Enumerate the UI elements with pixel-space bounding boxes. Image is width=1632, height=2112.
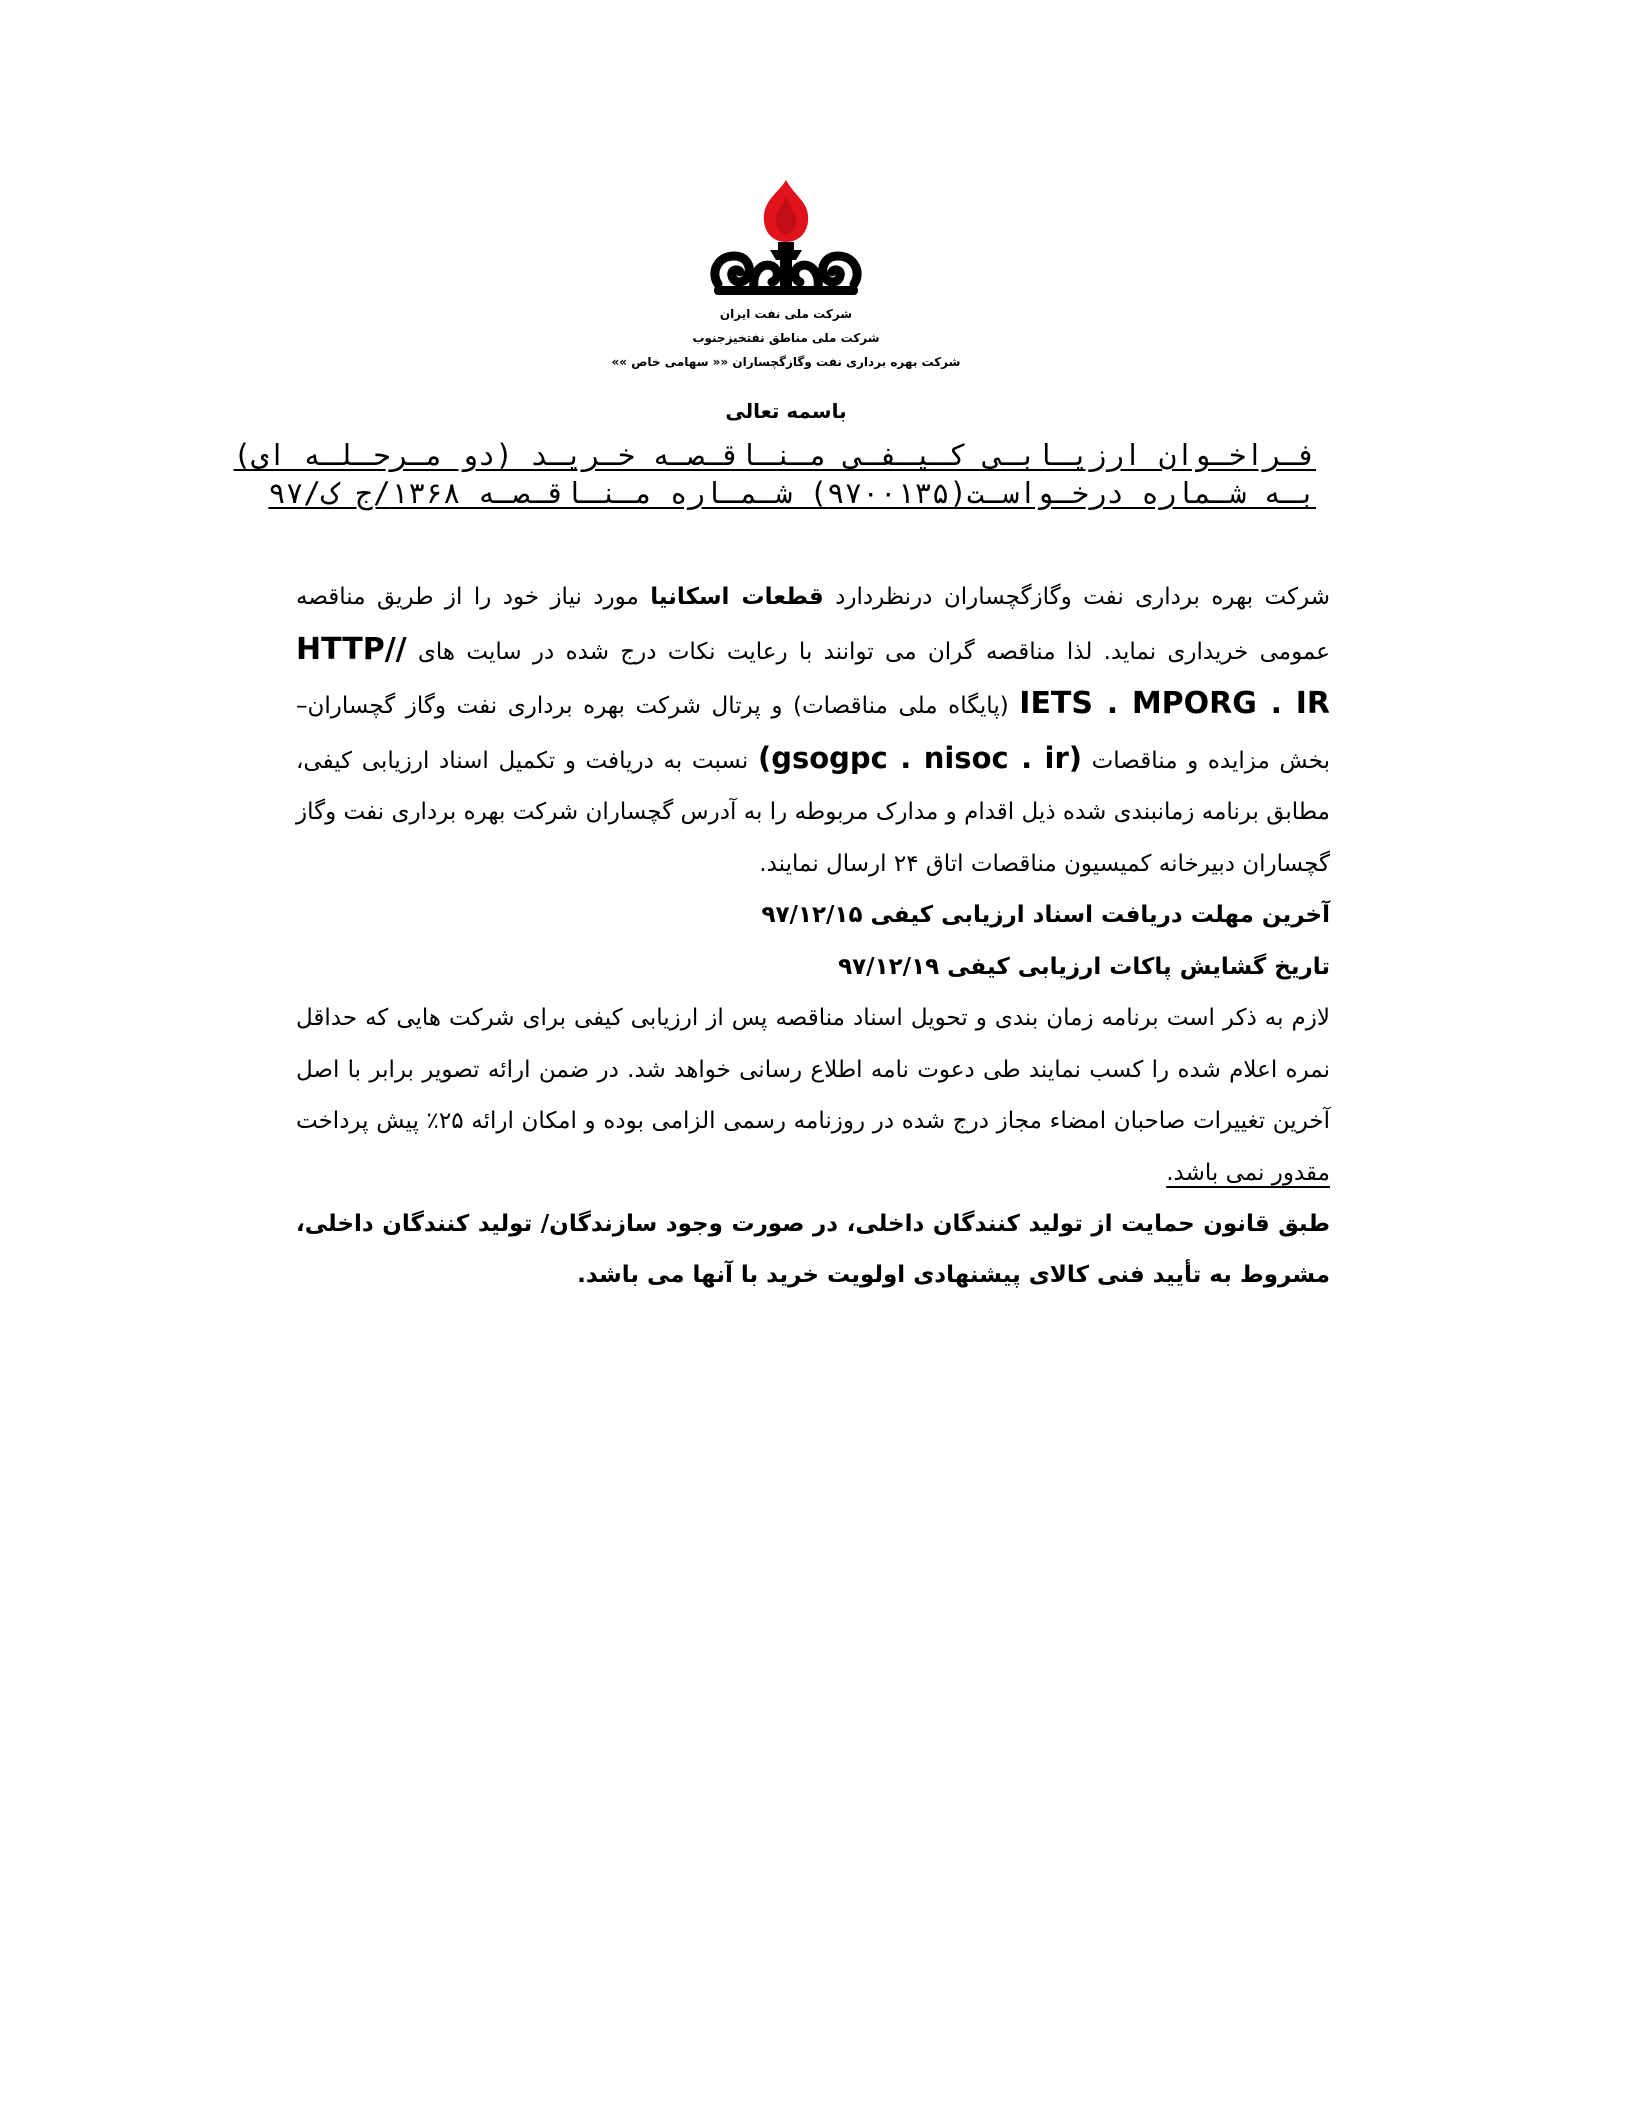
product-name: قطعات اسکانیا xyxy=(650,584,824,610)
paragraph-3-domestic-support: طبق قانون حمایت از تولید کنندگان داخلی، در صورت وجود سازندگان/ تولید کنندگان داخلی، مشروط به تأیید فنی کالای پیشنهادی اولویت خرید با آنها می باشد. xyxy=(296,1211,1330,1288)
p1-text-d: (پایگاه ملی مناقصات) و پرتال شرکت بهره برداری نفت وگاز گچساران– بخش مزایده و مناقصات xyxy=(296,693,1330,774)
deadline-docs: آخرین مهلت دریافت اسناد ارزیابی کیفی ۹۷/۱۲/۱۵ xyxy=(761,902,1330,928)
p1-text-c: مورد نیاز خود را از طریق مناقصه عمومی خریداری نماید. لذا مناقصه گران می توانند با رعایت نکات درج شده در سایت های xyxy=(296,584,1330,665)
p1-text-a: شرکت بهره برداری نفت وگازگچساران درنظردارد xyxy=(823,584,1330,610)
website-link-gsogpc[interactable]: (gsogpc . nisoc . ir) xyxy=(757,740,1083,775)
letterhead xyxy=(566,176,1006,374)
nioc-flame-logo-icon xyxy=(706,176,866,302)
website-link-iets[interactable]: HTTP// IETS . MPORG . IR xyxy=(296,631,1330,721)
p2-text-b: مقدور نمی باشد. xyxy=(1166,1159,1330,1186)
paragraph-1 xyxy=(296,572,1330,890)
invocation: باسمه تعالی xyxy=(725,399,847,423)
paragraph-2 xyxy=(296,993,1330,1199)
announcement-body xyxy=(296,572,1330,1301)
company-name-2: شرکت ملی مناطق نفتخیزجنوب xyxy=(692,331,880,345)
company-name-1: شرکت ملی نفت ایران xyxy=(719,307,853,321)
p1-text-e: نسبت به دریافت و تکمیل اسناد ارزیابی کیفی، مطابق برنامه زمانبندی شده ذیل اقدام و مدارک مربوطه را به آدرس گچساران شرکت بهره برداری نفت وگاز گچساران دبیرخانه کمیسیون مناقصات اتاق ۲۴ ارسال نمایند. xyxy=(296,747,1330,877)
heading-line-2: بـه شـماره درخـواسـت(۹۷۰۰۱۳۵) شـمـاره مـنـاقـصـه ۱۳۶۸/ج ک/۹۷ xyxy=(268,476,1316,510)
deadline-opening: تاریخ گشایش پاکات ارزیابی کیفی ۹۷/۱۲/۱۹ xyxy=(838,953,1330,980)
p2-text-a: لازم به ذکر است برنامه زمان بندی و تحویل اسناد مناقصه پس از ارزیابی کیفی برای شرکت هایی که حداقل نمره اعلام شده را کسب نمایند طی دعوت نامه اطلاع رسانی خواهد شد. در ضمن ارائه تصویر برابر با اصل آخرین تغییرات صاحبان امضاء مجاز درج شده در روزنامه رسمی الزامی بوده و امکان ارائه ۲۵٪ پیش پرداخت xyxy=(296,1005,1330,1134)
company-name-3: شرکت بهره برداری نفت وگازگچساران «« سهامی خاص »» xyxy=(611,355,961,369)
heading-line-1: فـراخـوان ارزیـابـی کـیـفـی مـنـاقـصـه خـریـد (دو مـرحـلـه ای) xyxy=(233,438,1316,472)
